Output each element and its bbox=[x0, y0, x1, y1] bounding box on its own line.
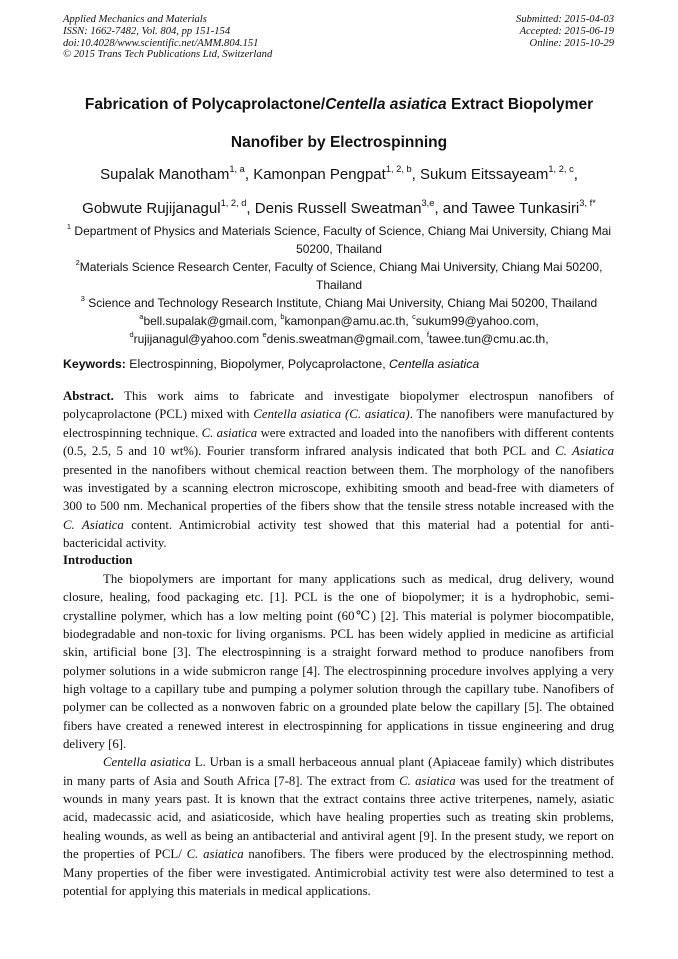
submitted-date: Submitted: 2015-04-03 bbox=[516, 14, 614, 25]
online-date: Online: 2015-10-29 bbox=[529, 37, 614, 49]
keywords-label: Keywords: bbox=[63, 357, 126, 371]
introduction-body bbox=[63, 570, 614, 900]
title-line-2: Nanofiber by Electrospinning bbox=[230, 134, 448, 151]
accepted-date: Accepted: 2015-06-19 bbox=[519, 25, 614, 37]
author-list bbox=[40, 158, 638, 226]
journal-header-right bbox=[516, 14, 614, 49]
email-link[interactable]: kamonpan@amu.ac.th, bbox=[284, 314, 413, 328]
email-link[interactable]: bell.supalak@gmail.com, bbox=[143, 314, 281, 328]
email-link[interactable]: denis.sweatman@gmail.com, bbox=[266, 332, 427, 346]
email-link[interactable]: rujijanagul@yahoo.com bbox=[133, 332, 263, 346]
section-heading-introduction: Introduction bbox=[63, 553, 133, 567]
author-name: Denis Russell Sweatman bbox=[254, 200, 422, 217]
author-name: Supalak Manotham bbox=[100, 166, 230, 183]
author-name: Gobwute Rujijanagul bbox=[82, 200, 221, 217]
author-name: Kamonpan Pengpat bbox=[253, 166, 386, 183]
email-line-1: $^a$bell.supalak@gmail.com, $^b$kamonpan@amu.ac.th, $^c$sukum99@yahoo.com, bbox=[139, 312, 539, 328]
affiliation-2: $^2$Materials Science Research Center, Faculty of Science, Chiang Mai University, Chiang Mai 50200, Thailand bbox=[75, 258, 603, 292]
title-line-1: Fabrication of Polycaprolactone/Centella asiatica Extract Biopolymer bbox=[84, 96, 594, 113]
issn-line: ISSN: 1662-7482, Vol. 804, pp 151-154 bbox=[63, 25, 231, 37]
email-link[interactable]: sukum99@yahoo.com, bbox=[415, 314, 539, 328]
journal-name: Applied Mechanics and Materials bbox=[63, 14, 207, 25]
paper-title bbox=[40, 86, 638, 162]
author-line-2: Gobwute Rujijanagul$^{1, 2, d}$, Denis Russell Sweatman$^{3,e}$, and Tawee Tunkasiri$^{3, f*}$ bbox=[82, 198, 596, 217]
author-name: Sukum Eitssayeam bbox=[420, 166, 549, 183]
affiliations bbox=[62, 222, 616, 348]
keywords: Keywords: Electrospinning, Biopolymer, Polycaprolactone, Centella asiatica bbox=[63, 357, 480, 371]
abstract-label: Abstract. bbox=[63, 389, 114, 403]
affiliation-3: $^3$ Science and Technology Research Institute, Chiang Mai University, Chiang Mai 50200, Thailand bbox=[80, 294, 598, 310]
email-line-2: $^d$rujijanagul@yahoo.com $^e$denis.sweatman@gmail.com, $^f$tawee.tun@cmu.ac.th, bbox=[129, 330, 549, 346]
author-line-1: Supalak Manotham$^{1, a}$, Kamonpan Pengpat$^{1, 2, b}$, Sukum Eitssayeam$^{1, 2, c}$, bbox=[100, 164, 578, 183]
affiliation-1: $^1$ Department of Physics and Materials Science, Faculty of Science, Chiang Mai University, Chiang Mai 50200, Thailand bbox=[66, 222, 612, 256]
email-link[interactable]: tawee.tun@cmu.ac.th, bbox=[428, 332, 549, 346]
author-name: Tawee Tunkasiri bbox=[471, 200, 580, 217]
copyright-line: © 2015 Trans Tech Publications Ltd, Switzerland bbox=[63, 49, 273, 61]
intro-paragraph-2: Centella asiatica L. Urban is a small herbaceous annual plant (Apiaceae family) which distributes in many parts of Asia and South Africa [7-8]. The extract from C. asiatica was used for the treatment of wounds in many years past. It is known that the extract contains three active triterpenes, namely, asiatic acid, madecassic acid, and asiaticoside, which have healing properties such as treating skin problems, healing wounds, as well as being an antibacterial and antiviral agent [9]. In the present study, we report on the properties of PCL/ C. asiatica nanofibers. The fibers were produced by the electrospinning method. Many properties of the fiber were investigated. Antimicrobial activity test were also determined to test a potential for applying this materials in medical applications. bbox=[63, 755, 614, 898]
abstract: Abstract. This work aims to fabricate and investigate biopolymer electrospun nanofibers of polycaprolactone (PCL) mixed with Centella asiatica (C. asiatica). The nanofibers were manufactured by electrospinning technique. C. asiatica were extracted and loaded into the nanofibers with different contents (0.5, 2.5, 5 and 10 wt%). Fourier transform infrared analysis indicated that both PCL and C. Asiatica presented in the nanofibers without chemical reaction between them. The morphology of the nanofibers was investigated by a scanning electron microscope, exhibiting smooth and bead-free with diameters of 300 to 500 nm. Mechanical properties of the fibers show that the tensile stress notable increased with the C. Asiatica content. Antimicrobial activity test showed that this material had a potential for anti-bactericidal activity. bbox=[63, 389, 614, 551]
doi-line: doi:10.4028/www.scientific.net/AMM.804.151 bbox=[63, 37, 259, 49]
intro-paragraph-1: The biopolymers are important for many applications such as medical, drug delivery, wound closure, healing, food packaging etc. [1]. PCL is the one of biopolymer; it is a hydrophobic, semi-crystalline polymer, which has a low melting point (60℃) [2]. This material is polymer biocompatible, biodegradable and non-toxic for living organisms. PCL has been widely applied in medicine as artificial skin, artificial bone [3]. The electrospinning is a straight forward method to produce nanofibers from polymer solutions in a wide submicron range [4]. The electrospinning procedure involves applying a very high voltage to a capillary tube and pumping a polymer solution through the capillary tube. Nanofibers of polymer can be collected as a nonwoven fabric on a grounded plate below the capillary [5]. The obtained fibers have created a renewed interest in electrospinning for applications in tissue engineering and drug delivery [6]. bbox=[63, 572, 614, 752]
journal-header-left bbox=[63, 14, 272, 61]
